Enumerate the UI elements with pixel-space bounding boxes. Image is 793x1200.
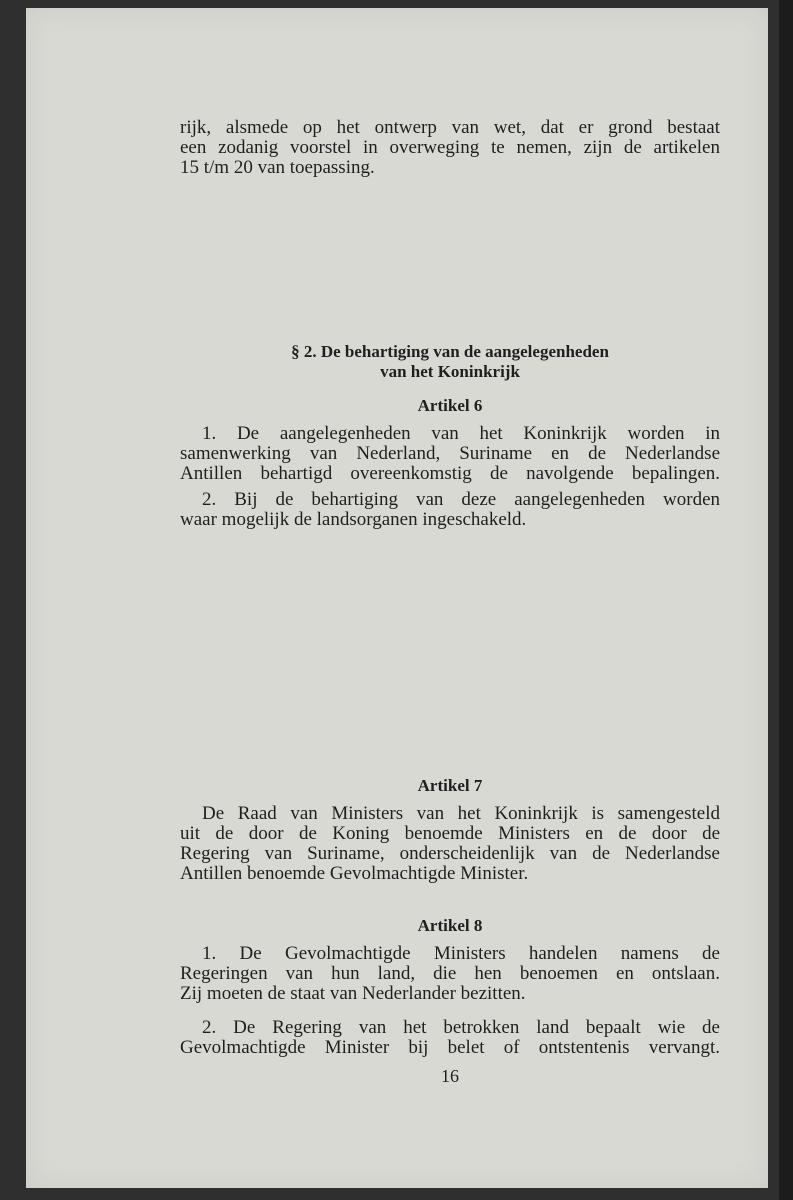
section-heading-line2: van het Koninkrijk [380,362,520,381]
paragraph-line: Antillen benoemde Gevolmachtigde Minister. [180,863,529,884]
intro-line: 15 t/m 20 van toepassing. [180,157,375,178]
artikel-7-title: Artikel 7 [417,776,483,795]
paragraph-line: uit de door de Koning benoemde Ministers en de door de [180,823,720,844]
paragraph-line: Regering van Suriname, onderscheidenlijk van de Nederlandse [180,843,720,864]
artikel-6-title: Artikel 6 [417,396,483,415]
paragraph-line: Zij moeten de staat van Nederlander bezitten. [180,983,526,1004]
paragraph-line: 2. Bij de behartiging van deze aangelegenheden worden [202,489,720,510]
artikel-6-paragraph-1 [180,424,720,484]
paragraph-line: De Raad van Ministers van het Koninkrijk is samengesteld [202,803,720,824]
section-heading [180,342,720,382]
paragraph-line: 1. De aangelegenheden van het Koninkrijk worden in [202,423,720,444]
artikel-8-paragraph-2 [180,1018,720,1058]
paragraph-line: 1. De Gevolmachtigde Ministers handelen namens de [202,943,720,964]
scan-edge [779,0,793,1200]
section-heading-line1: § 2. De behartiging van de aangelegenheden [291,342,609,361]
paragraph-line: Antillen behartigd overeenkomstig de navolgende bepalingen. [180,463,720,484]
paragraph-line: Regeringen van hun land, die hen benoemen en ontslaan. [180,963,720,984]
intro-line: rijk, alsmede op het ontwerp van wet, dat er grond bestaat [180,117,720,138]
artikel-8-title: Artikel 8 [417,916,483,935]
paragraph-line: 2. De Regering van het betrokken land bepaalt wie de [202,1017,720,1038]
intro-paragraph [180,118,720,178]
paragraph-line: samenwerking van Nederland, Suriname en de Nederlandse [180,443,720,464]
document-page [26,8,768,1188]
artikel-8-paragraph-1 [180,944,720,1004]
paragraph-line: waar mogelijk de landsorganen ingeschakeld. [180,509,527,530]
artikel-7-paragraph [180,804,720,884]
paragraph-line: Gevolmachtigde Minister bij belet of ontstentenis vervangt. [180,1037,720,1058]
intro-line: een zodanig voorstel in overweging te nemen, zijn de artikelen [180,137,720,158]
page-number: 16 [441,1066,459,1086]
artikel-6-paragraph-2 [180,490,720,530]
